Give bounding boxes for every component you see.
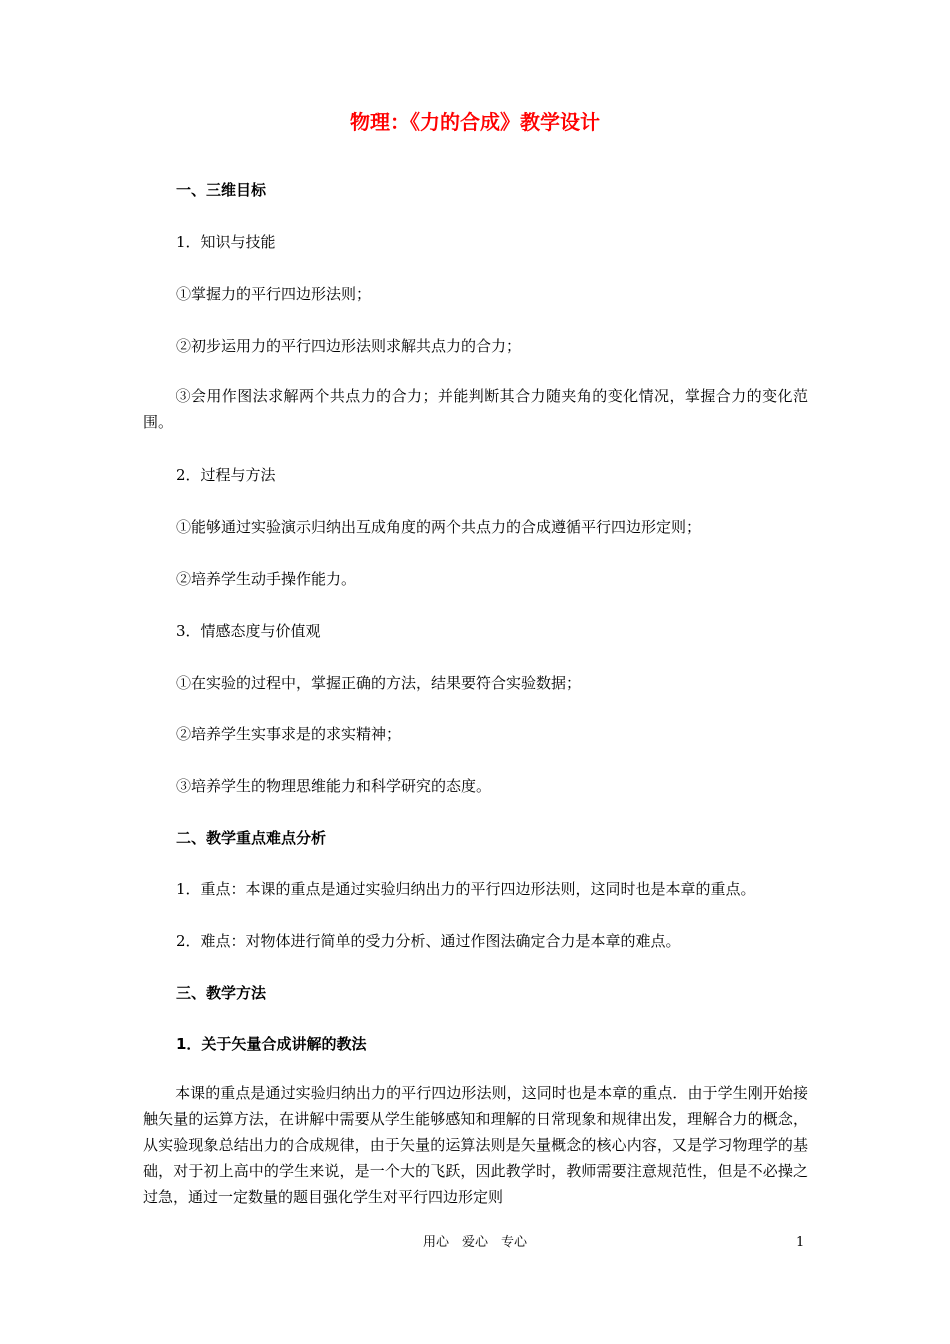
body-paragraph bbox=[143, 1080, 808, 1210]
subheading-vector-composition: 1．关于矢量合成讲解的教法 bbox=[176, 1035, 367, 1053]
list-item-multiline bbox=[143, 383, 808, 435]
footer-motto: 用心 爱心 专心 bbox=[422, 1235, 527, 1250]
list-item: ③培养学生的物理思维能力和科学研究的态度。 bbox=[176, 777, 492, 795]
body-paragraph-text: 本课的重点是通过实验归纳出力的平行四边形法则，这同时也是本章的重点．由于学生刚开始接触矢量的运算方法，在讲解中需要从学生能够感知和理解的日常现象和规律出发，理解合力的概念，从实验现象总结出力的合成规律，由于矢量的运算法则是矢量概念的核心内容，又是学习物理学的基础，对于初上高中的学生来说，是一个大的飞跃，因此教学时，教师需要注意规范性，但是不必操之过急，通过一定数量的题目强化学生对平行四边形定则 bbox=[143, 1084, 808, 1206]
list-item: 2．难点：对物体进行简单的受力分析、通过作图法确定合力是本章的难点。 bbox=[176, 932, 681, 950]
list-item: ①掌握力的平行四边形法则； bbox=[176, 285, 372, 303]
list-item: ②培养学生动手操作能力。 bbox=[176, 570, 357, 588]
list-item: ①能够通过实验演示归纳出互成角度的两个共点力的合成遵循平行四边形定则； bbox=[176, 518, 702, 536]
list-item: ②培养学生实事求是的求实精神； bbox=[176, 725, 402, 743]
subheading-knowledge-skills: 1．知识与技能 bbox=[176, 233, 276, 251]
list-item-text: ③会用作图法求解两个共点力的合力；并能判断其合力随夹角的变化情况，掌握合力的变化范围。 bbox=[143, 387, 808, 431]
document-title: 物理：《力的合成》教学设计 bbox=[350, 110, 600, 134]
list-item: ②初步运用力的平行四边形法则求解共点力的合力； bbox=[176, 337, 522, 355]
section-heading-teaching-methods: 三、教学方法 bbox=[176, 984, 267, 1002]
section-heading-key-points: 二、教学重点难点分析 bbox=[176, 829, 327, 847]
list-item: ①在实验的过程中，掌握正确的方法，结果要符合实验数据； bbox=[176, 674, 582, 692]
subheading-process-methods: 2．过程与方法 bbox=[176, 466, 276, 484]
list-item: 1．重点：本课的重点是通过实验归纳出力的平行四边形法则，这同时也是本章的重点。 bbox=[176, 880, 756, 898]
section-heading-three-dimensional-goals: 一、三维目标 bbox=[176, 181, 267, 199]
page-number: 1 bbox=[796, 1235, 805, 1250]
subheading-attitude-values: 3．情感态度与价值观 bbox=[176, 622, 321, 640]
